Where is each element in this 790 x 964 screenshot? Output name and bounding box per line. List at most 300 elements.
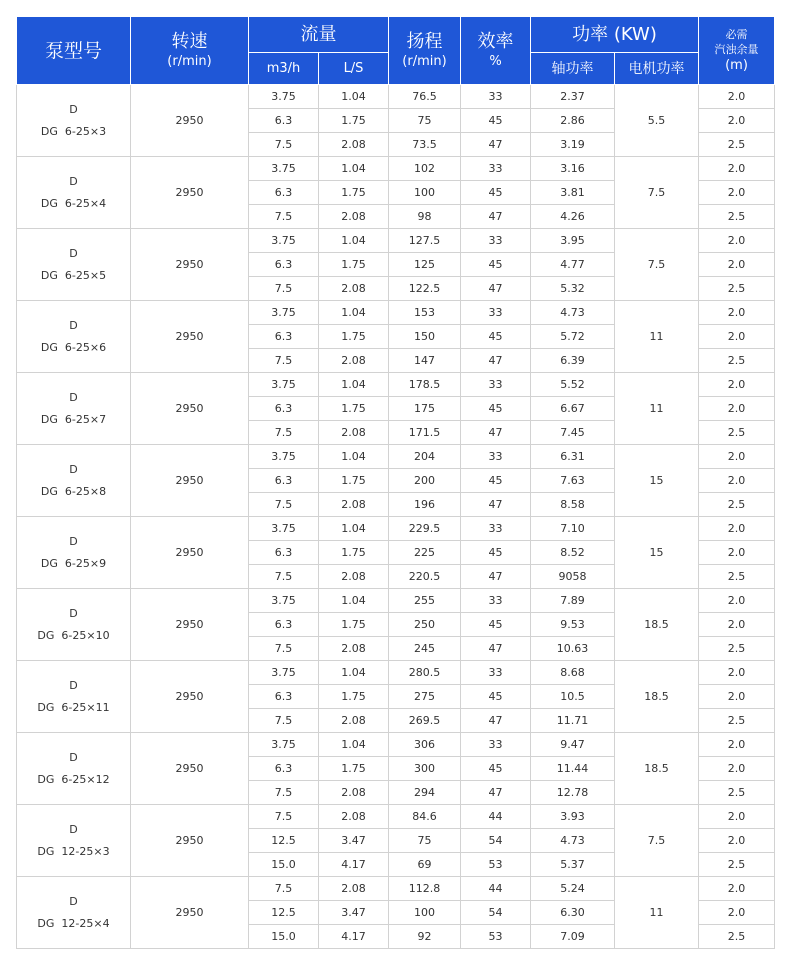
model-cell <box>17 301 131 373</box>
efficiency-cell: 47 <box>461 133 531 157</box>
shaft-power-cell: 3.19 <box>531 133 615 157</box>
header-npsh <box>699 17 775 85</box>
head-cell: 153 <box>389 301 461 325</box>
flow-ls-cell: 2.08 <box>319 493 389 517</box>
npsh-cell: 2.0 <box>699 301 775 325</box>
efficiency-cell: 47 <box>461 709 531 733</box>
efficiency-cell: 53 <box>461 925 531 949</box>
speed-cell: 2950 <box>131 589 249 661</box>
table-row <box>17 733 775 757</box>
flow-m3h-cell: 6.3 <box>249 325 319 349</box>
efficiency-cell: 33 <box>461 733 531 757</box>
shaft-power-cell: 4.73 <box>531 301 615 325</box>
flow-ls-cell: 1.75 <box>319 469 389 493</box>
flow-m3h-cell: 6.3 <box>249 685 319 709</box>
speed-cell: 2950 <box>131 229 249 301</box>
head-cell: 196 <box>389 493 461 517</box>
table-row <box>17 877 775 901</box>
efficiency-cell: 33 <box>461 301 531 325</box>
model-prefix: D <box>69 462 78 476</box>
npsh-cell: 2.5 <box>699 421 775 445</box>
table-header <box>17 17 775 85</box>
shaft-power-cell: 5.32 <box>531 277 615 301</box>
head-cell: 73.5 <box>389 133 461 157</box>
shaft-power-cell: 6.30 <box>531 901 615 925</box>
npsh-cell: 2.0 <box>699 829 775 853</box>
flow-ls-cell: 2.08 <box>319 877 389 901</box>
shaft-power-cell: 8.68 <box>531 661 615 685</box>
motor-power-cell: 15 <box>615 445 699 517</box>
model-name: DG 6-25×3 <box>40 124 107 138</box>
npsh-cell: 2.0 <box>699 85 775 109</box>
flow-m3h-cell: 7.5 <box>249 493 319 517</box>
flow-m3h-cell: 6.3 <box>249 397 319 421</box>
flow-m3h-cell: 7.5 <box>249 277 319 301</box>
npsh-cell: 2.0 <box>699 109 775 133</box>
speed-cell: 2950 <box>131 517 249 589</box>
flow-m3h-cell: 3.75 <box>249 445 319 469</box>
flow-ls-cell: 1.04 <box>319 157 389 181</box>
npsh-cell: 2.5 <box>699 493 775 517</box>
flow-ls-cell: 3.47 <box>319 901 389 925</box>
model-cell <box>17 733 131 805</box>
model-cell <box>17 805 131 877</box>
flow-m3h-cell: 3.75 <box>249 229 319 253</box>
efficiency-cell: 45 <box>461 397 531 421</box>
speed-cell: 2950 <box>131 157 249 229</box>
npsh-cell: 2.0 <box>699 325 775 349</box>
flow-m3h-cell: 6.3 <box>249 757 319 781</box>
flow-m3h-cell: 7.5 <box>249 709 319 733</box>
head-cell: 280.5 <box>389 661 461 685</box>
table-row <box>17 373 775 397</box>
flow-ls-cell: 1.75 <box>319 685 389 709</box>
flow-ls-cell: 1.75 <box>319 325 389 349</box>
model-prefix: D <box>69 318 78 332</box>
npsh-cell: 2.0 <box>699 541 775 565</box>
model-name: DG 6-25×8 <box>40 484 107 498</box>
table-row <box>17 157 775 181</box>
flow-ls-cell: 2.08 <box>319 637 389 661</box>
model-cell <box>17 157 131 229</box>
npsh-cell: 2.5 <box>699 565 775 589</box>
flow-m3h-cell: 6.3 <box>249 469 319 493</box>
motor-power-cell: 11 <box>615 301 699 373</box>
head-cell: 175 <box>389 397 461 421</box>
shaft-power-cell: 3.81 <box>531 181 615 205</box>
model-prefix: D <box>69 606 78 620</box>
flow-m3h-cell: 12.5 <box>249 829 319 853</box>
head-cell: 125 <box>389 253 461 277</box>
flow-m3h-cell: 7.5 <box>249 133 319 157</box>
header-flow-m3h: m3/h <box>249 53 319 85</box>
motor-power-cell: 11 <box>615 373 699 445</box>
efficiency-cell: 45 <box>461 757 531 781</box>
head-cell: 84.6 <box>389 805 461 829</box>
shaft-power-cell: 7.10 <box>531 517 615 541</box>
head-cell: 178.5 <box>389 373 461 397</box>
shaft-power-cell: 7.09 <box>531 925 615 949</box>
flow-ls-cell: 1.04 <box>319 301 389 325</box>
table-row <box>17 85 775 109</box>
head-cell: 122.5 <box>389 277 461 301</box>
efficiency-cell: 45 <box>461 109 531 133</box>
head-cell: 171.5 <box>389 421 461 445</box>
npsh-cell: 2.0 <box>699 757 775 781</box>
head-cell: 200 <box>389 469 461 493</box>
model-prefix: D <box>69 390 78 404</box>
motor-power-cell: 7.5 <box>615 157 699 229</box>
efficiency-cell: 47 <box>461 637 531 661</box>
header-motor-power: 电机功率 <box>615 53 699 85</box>
header-speed-label: 转速 <box>171 31 208 52</box>
header-speed <box>131 17 249 85</box>
efficiency-cell: 54 <box>461 901 531 925</box>
shaft-power-cell: 3.16 <box>531 157 615 181</box>
motor-power-cell: 7.5 <box>615 229 699 301</box>
npsh-cell: 2.5 <box>699 277 775 301</box>
flow-m3h-cell: 7.5 <box>249 205 319 229</box>
npsh-cell: 2.0 <box>699 373 775 397</box>
model-prefix: D <box>69 102 78 116</box>
head-cell: 275 <box>389 685 461 709</box>
model-name: DG 6-25×12 <box>37 772 110 786</box>
header-efficiency-label: 效率 <box>477 31 514 52</box>
efficiency-cell: 33 <box>461 157 531 181</box>
model-cell <box>17 85 131 157</box>
head-cell: 255 <box>389 589 461 613</box>
flow-m3h-cell: 7.5 <box>249 349 319 373</box>
npsh-cell: 2.0 <box>699 445 775 469</box>
flow-m3h-cell: 7.5 <box>249 805 319 829</box>
flow-m3h-cell: 7.5 <box>249 565 319 589</box>
npsh-cell: 2.0 <box>699 733 775 757</box>
head-cell: 229.5 <box>389 517 461 541</box>
flow-ls-cell: 1.75 <box>319 397 389 421</box>
shaft-power-cell: 5.24 <box>531 877 615 901</box>
npsh-cell: 2.0 <box>699 661 775 685</box>
model-name: DG 12-25×4 <box>37 916 110 930</box>
flow-ls-cell: 1.75 <box>319 541 389 565</box>
head-cell: 75 <box>389 829 461 853</box>
efficiency-cell: 45 <box>461 325 531 349</box>
model-prefix: D <box>69 534 78 548</box>
model-prefix: D <box>69 678 78 692</box>
pump-spec-table <box>16 16 775 949</box>
head-cell: 204 <box>389 445 461 469</box>
speed-cell: 2950 <box>131 877 249 949</box>
flow-ls-cell: 2.08 <box>319 133 389 157</box>
shaft-power-cell: 6.39 <box>531 349 615 373</box>
npsh-cell: 2.0 <box>699 805 775 829</box>
npsh-cell: 2.5 <box>699 133 775 157</box>
header-power: 功率 (KW) <box>531 17 699 53</box>
efficiency-cell: 47 <box>461 349 531 373</box>
header-npsh-line2: 汽浊余量 <box>714 43 759 56</box>
npsh-cell: 2.0 <box>699 589 775 613</box>
shaft-power-cell: 7.45 <box>531 421 615 445</box>
npsh-cell: 2.5 <box>699 709 775 733</box>
head-cell: 306 <box>389 733 461 757</box>
flow-ls-cell: 1.75 <box>319 757 389 781</box>
head-cell: 150 <box>389 325 461 349</box>
efficiency-cell: 53 <box>461 853 531 877</box>
flow-ls-cell: 1.04 <box>319 445 389 469</box>
shaft-power-cell: 10.5 <box>531 685 615 709</box>
speed-cell: 2950 <box>131 733 249 805</box>
model-prefix: D <box>69 246 78 260</box>
motor-power-cell: 18.5 <box>615 661 699 733</box>
flow-m3h-cell: 6.3 <box>249 613 319 637</box>
shaft-power-cell: 7.89 <box>531 589 615 613</box>
efficiency-cell: 45 <box>461 469 531 493</box>
header-head-label: 扬程 <box>406 31 443 52</box>
header-speed-unit: (r/min) <box>167 54 212 69</box>
table-row <box>17 661 775 685</box>
model-name: DG 6-25×10 <box>37 628 110 642</box>
head-cell: 92 <box>389 925 461 949</box>
npsh-cell: 2.5 <box>699 205 775 229</box>
flow-ls-cell: 1.04 <box>319 733 389 757</box>
efficiency-cell: 33 <box>461 589 531 613</box>
header-shaft-power: 轴功率 <box>531 53 615 85</box>
model-prefix: D <box>69 750 78 764</box>
efficiency-cell: 47 <box>461 277 531 301</box>
npsh-cell: 2.5 <box>699 781 775 805</box>
flow-ls-cell: 1.04 <box>319 589 389 613</box>
efficiency-cell: 33 <box>461 445 531 469</box>
model-cell <box>17 445 131 517</box>
shaft-power-cell: 8.52 <box>531 541 615 565</box>
flow-ls-cell: 2.08 <box>319 709 389 733</box>
model-prefix: D <box>69 174 78 188</box>
flow-ls-cell: 2.08 <box>319 781 389 805</box>
flow-m3h-cell: 3.75 <box>249 373 319 397</box>
npsh-cell: 2.5 <box>699 925 775 949</box>
efficiency-cell: 45 <box>461 541 531 565</box>
flow-m3h-cell: 6.3 <box>249 181 319 205</box>
head-cell: 100 <box>389 181 461 205</box>
model-name: DG 6-25×11 <box>37 700 110 714</box>
efficiency-cell: 47 <box>461 781 531 805</box>
motor-power-cell: 18.5 <box>615 733 699 805</box>
head-cell: 147 <box>389 349 461 373</box>
shaft-power-cell: 12.78 <box>531 781 615 805</box>
npsh-cell: 2.0 <box>699 901 775 925</box>
shaft-power-cell: 2.37 <box>531 85 615 109</box>
model-name: DG 6-25×7 <box>40 412 107 426</box>
head-cell: 225 <box>389 541 461 565</box>
head-cell: 269.5 <box>389 709 461 733</box>
efficiency-cell: 47 <box>461 565 531 589</box>
speed-cell: 2950 <box>131 805 249 877</box>
npsh-cell: 2.0 <box>699 397 775 421</box>
flow-m3h-cell: 6.3 <box>249 109 319 133</box>
flow-ls-cell: 4.17 <box>319 853 389 877</box>
motor-power-cell: 5.5 <box>615 85 699 157</box>
motor-power-cell: 15 <box>615 517 699 589</box>
efficiency-cell: 47 <box>461 493 531 517</box>
model-name: DG 6-25×4 <box>40 196 107 210</box>
flow-ls-cell: 1.04 <box>319 373 389 397</box>
shaft-power-cell: 7.63 <box>531 469 615 493</box>
flow-m3h-cell: 7.5 <box>249 421 319 445</box>
flow-ls-cell: 1.04 <box>319 229 389 253</box>
head-cell: 69 <box>389 853 461 877</box>
npsh-cell: 2.5 <box>699 853 775 877</box>
table-row <box>17 229 775 253</box>
head-cell: 245 <box>389 637 461 661</box>
npsh-cell: 2.0 <box>699 469 775 493</box>
head-cell: 220.5 <box>389 565 461 589</box>
table-row <box>17 301 775 325</box>
flow-m3h-cell: 6.3 <box>249 253 319 277</box>
model-cell <box>17 589 131 661</box>
efficiency-cell: 33 <box>461 517 531 541</box>
head-cell: 75 <box>389 109 461 133</box>
efficiency-cell: 33 <box>461 229 531 253</box>
flow-ls-cell: 2.08 <box>319 421 389 445</box>
speed-cell: 2950 <box>131 445 249 517</box>
npsh-cell: 2.0 <box>699 877 775 901</box>
speed-cell: 2950 <box>131 85 249 157</box>
flow-ls-cell: 1.75 <box>319 613 389 637</box>
head-cell: 100 <box>389 901 461 925</box>
shaft-power-cell: 9058 <box>531 565 615 589</box>
flow-m3h-cell: 7.5 <box>249 877 319 901</box>
table-row <box>17 517 775 541</box>
header-efficiency-unit: % <box>489 54 502 69</box>
header-npsh-unit: (m) <box>725 58 748 73</box>
efficiency-cell: 44 <box>461 877 531 901</box>
shaft-power-cell: 6.31 <box>531 445 615 469</box>
flow-ls-cell: 2.08 <box>319 349 389 373</box>
flow-m3h-cell: 3.75 <box>249 85 319 109</box>
model-name: DG 6-25×9 <box>40 556 107 570</box>
head-cell: 102 <box>389 157 461 181</box>
npsh-cell: 2.0 <box>699 613 775 637</box>
npsh-cell: 2.0 <box>699 685 775 709</box>
efficiency-cell: 54 <box>461 829 531 853</box>
head-cell: 127.5 <box>389 229 461 253</box>
shaft-power-cell: 3.93 <box>531 805 615 829</box>
flow-m3h-cell: 6.3 <box>249 541 319 565</box>
npsh-cell: 2.5 <box>699 637 775 661</box>
model-cell <box>17 517 131 589</box>
flow-m3h-cell: 3.75 <box>249 661 319 685</box>
efficiency-cell: 33 <box>461 661 531 685</box>
flow-ls-cell: 1.04 <box>319 85 389 109</box>
flow-ls-cell: 4.17 <box>319 925 389 949</box>
model-name: DG 6-25×6 <box>40 340 107 354</box>
flow-ls-cell: 1.75 <box>319 109 389 133</box>
head-cell: 76.5 <box>389 85 461 109</box>
header-npsh-line1: 必需 <box>725 28 748 41</box>
flow-m3h-cell: 7.5 <box>249 637 319 661</box>
header-flow: 流量 <box>249 17 389 53</box>
npsh-cell: 2.0 <box>699 253 775 277</box>
model-cell <box>17 373 131 445</box>
flow-ls-cell: 1.04 <box>319 661 389 685</box>
header-head-unit: (r/min) <box>402 54 447 69</box>
model-name: DG 12-25×3 <box>37 844 110 858</box>
efficiency-cell: 45 <box>461 685 531 709</box>
shaft-power-cell: 11.71 <box>531 709 615 733</box>
npsh-cell: 2.0 <box>699 157 775 181</box>
model-cell <box>17 661 131 733</box>
shaft-power-cell: 3.95 <box>531 229 615 253</box>
efficiency-cell: 47 <box>461 421 531 445</box>
shaft-power-cell: 5.52 <box>531 373 615 397</box>
flow-ls-cell: 2.08 <box>319 805 389 829</box>
header-efficiency <box>461 17 531 85</box>
flow-ls-cell: 2.08 <box>319 205 389 229</box>
flow-ls-cell: 2.08 <box>319 277 389 301</box>
flow-ls-cell: 1.04 <box>319 517 389 541</box>
table-row <box>17 445 775 469</box>
shaft-power-cell: 6.67 <box>531 397 615 421</box>
npsh-cell: 2.5 <box>699 349 775 373</box>
head-cell: 98 <box>389 205 461 229</box>
header-model: 泵型号 <box>17 17 131 85</box>
model-prefix: D <box>69 894 78 908</box>
flow-m3h-cell: 3.75 <box>249 157 319 181</box>
header-head <box>389 17 461 85</box>
flow-m3h-cell: 7.5 <box>249 781 319 805</box>
model-cell <box>17 877 131 949</box>
shaft-power-cell: 10.63 <box>531 637 615 661</box>
shaft-power-cell: 11.44 <box>531 757 615 781</box>
npsh-cell: 2.0 <box>699 181 775 205</box>
flow-m3h-cell: 3.75 <box>249 517 319 541</box>
speed-cell: 2950 <box>131 373 249 445</box>
flow-m3h-cell: 15.0 <box>249 925 319 949</box>
model-cell <box>17 229 131 301</box>
npsh-cell: 2.0 <box>699 517 775 541</box>
flow-ls-cell: 2.08 <box>319 565 389 589</box>
shaft-power-cell: 9.47 <box>531 733 615 757</box>
table-body <box>17 85 775 949</box>
shaft-power-cell: 2.86 <box>531 109 615 133</box>
efficiency-cell: 45 <box>461 253 531 277</box>
shaft-power-cell: 4.73 <box>531 829 615 853</box>
head-cell: 250 <box>389 613 461 637</box>
table-row <box>17 589 775 613</box>
flow-ls-cell: 1.75 <box>319 253 389 277</box>
efficiency-cell: 45 <box>461 613 531 637</box>
head-cell: 300 <box>389 757 461 781</box>
flow-m3h-cell: 3.75 <box>249 301 319 325</box>
speed-cell: 2950 <box>131 301 249 373</box>
head-cell: 294 <box>389 781 461 805</box>
flow-ls-cell: 3.47 <box>319 829 389 853</box>
efficiency-cell: 47 <box>461 205 531 229</box>
motor-power-cell: 11 <box>615 877 699 949</box>
model-name: DG 6-25×5 <box>40 268 107 282</box>
flow-m3h-cell: 12.5 <box>249 901 319 925</box>
motor-power-cell: 7.5 <box>615 805 699 877</box>
efficiency-cell: 44 <box>461 805 531 829</box>
shaft-power-cell: 4.77 <box>531 253 615 277</box>
speed-cell: 2950 <box>131 661 249 733</box>
table-row <box>17 805 775 829</box>
npsh-cell: 2.0 <box>699 229 775 253</box>
shaft-power-cell: 5.37 <box>531 853 615 877</box>
efficiency-cell: 45 <box>461 181 531 205</box>
flow-m3h-cell: 15.0 <box>249 853 319 877</box>
model-prefix: D <box>69 822 78 836</box>
efficiency-cell: 33 <box>461 373 531 397</box>
